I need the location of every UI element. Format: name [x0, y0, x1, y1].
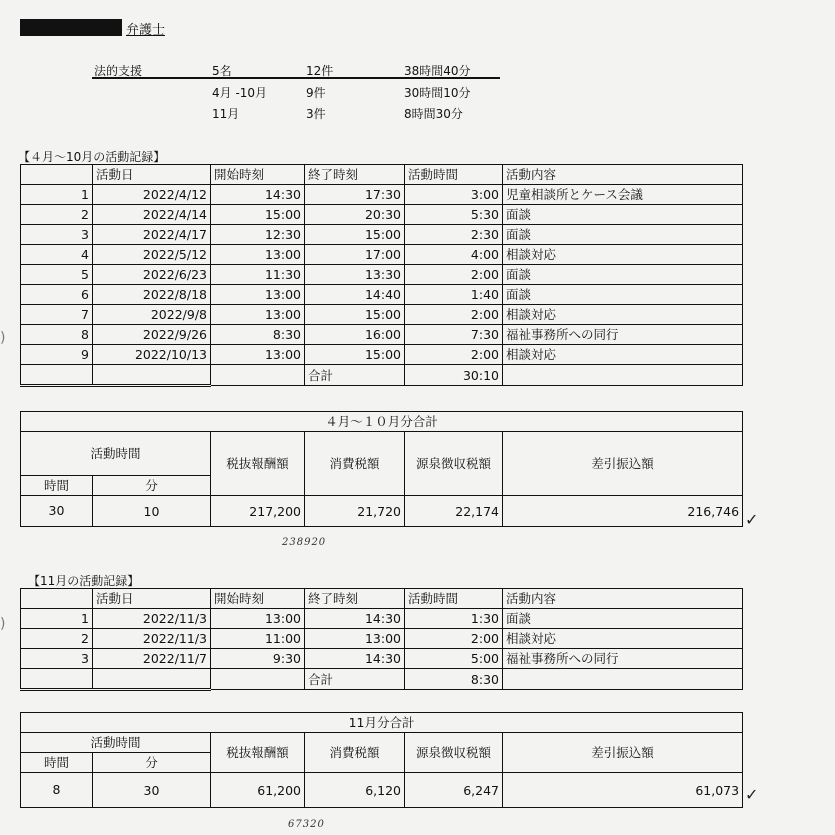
- table-cell: 2:00: [405, 629, 503, 649]
- check-mark-icon: ✓: [745, 785, 759, 804]
- table-cell: 2:00: [405, 265, 503, 285]
- column-header: [21, 589, 93, 609]
- table-cell: 面談: [503, 225, 743, 245]
- table-cell: 13:00: [211, 345, 305, 365]
- table-row: [21, 225, 743, 245]
- table-row: [21, 305, 743, 325]
- table-cell: 2022/10/13: [93, 345, 211, 365]
- minutes-value: 10: [93, 496, 211, 527]
- summary-period1-cases: 9件: [306, 86, 326, 100]
- table-row: [21, 185, 743, 205]
- period2-handwritten-note: 67320: [288, 819, 325, 830]
- tax-value: 21,720: [305, 496, 405, 527]
- table-row: [21, 285, 743, 305]
- period2-summary-table: [20, 712, 743, 808]
- table-cell: 17:30: [305, 185, 405, 205]
- period1-handwritten-note: 238920: [282, 537, 327, 548]
- row-number: 4: [21, 245, 93, 265]
- period1-summary-table: [20, 411, 743, 527]
- table-cell: [93, 365, 211, 386]
- check-mark-icon: ✓: [745, 510, 759, 529]
- table-cell: 相談対応: [503, 629, 743, 649]
- table-cell: 14:30: [211, 185, 305, 205]
- table-cell: 15:00: [305, 345, 405, 365]
- hours-header: 時間: [21, 476, 93, 496]
- table-header-row: [21, 589, 743, 609]
- table-cell: 13:00: [211, 245, 305, 265]
- row-number: 9: [21, 345, 93, 365]
- table-cell: 2022/11/3: [93, 609, 211, 629]
- table-cell: 13:30: [305, 265, 405, 285]
- tax-value: 6,120: [305, 773, 405, 808]
- table-cell: 相談対応: [503, 245, 743, 265]
- table-row: [21, 629, 743, 649]
- table-cell: 面談: [503, 205, 743, 225]
- row-number: 7: [21, 305, 93, 325]
- table-cell: 14:30: [305, 609, 405, 629]
- table-cell: 11:00: [211, 629, 305, 649]
- summary-cases: 12件: [306, 64, 334, 78]
- table-row: [21, 205, 743, 225]
- table-cell: 4:00: [405, 245, 503, 265]
- row-number: 3: [21, 225, 93, 245]
- withholding-header: 源泉徴収税額: [405, 432, 503, 496]
- table-row: [21, 265, 743, 285]
- column-header: 活動日: [93, 165, 211, 185]
- table-cell: [21, 365, 93, 386]
- period1-activity-table: [20, 164, 743, 387]
- redacted-name: [20, 19, 122, 36]
- summary-period1-label: 4月 -10月: [212, 86, 268, 100]
- binding-mark-icon: ): [0, 616, 6, 632]
- table-row: [21, 609, 743, 629]
- total-value: 8:30: [405, 669, 503, 690]
- period1-summary-title: ４月～１０月分合計: [21, 412, 743, 432]
- row-number: 6: [21, 285, 93, 305]
- table-cell: 2022/11/3: [93, 629, 211, 649]
- hours-value: 8: [21, 773, 93, 808]
- table-cell: 3:00: [405, 185, 503, 205]
- total-label: 合計: [305, 365, 405, 386]
- withholding-value: 22,174: [405, 496, 503, 527]
- summary-period2-cases: 3件: [306, 107, 326, 121]
- fee-value: 217,200: [211, 496, 305, 527]
- column-header: [21, 165, 93, 185]
- transfer-value: 216,746: [503, 496, 743, 527]
- tax-header: 消費税額: [305, 733, 405, 773]
- column-header: 開始時刻: [211, 165, 305, 185]
- hours-value: 30: [21, 496, 93, 527]
- row-number: 1: [21, 609, 93, 629]
- table-cell: 17:00: [305, 245, 405, 265]
- summary-period2-hours: 8時間30分: [404, 107, 463, 121]
- table-row: [21, 245, 743, 265]
- table-cell: 2022/4/17: [93, 225, 211, 245]
- table-cell: 2022/4/12: [93, 185, 211, 205]
- table-cell: 面談: [503, 285, 743, 305]
- summary-category: 法的支援: [94, 64, 143, 78]
- table-cell: 5:30: [405, 205, 503, 225]
- minutes-header: 分: [93, 476, 211, 496]
- hours-header: 時間: [21, 753, 93, 773]
- table-cell: [211, 365, 305, 386]
- total-row: [21, 365, 743, 386]
- column-header: 活動内容: [503, 589, 743, 609]
- period2-activity-table: [20, 588, 743, 691]
- minutes-header: 分: [93, 753, 211, 773]
- table-cell: 面談: [503, 609, 743, 629]
- table-cell: 2022/11/7: [93, 649, 211, 669]
- column-header: 開始時刻: [211, 589, 305, 609]
- table-cell: 13:00: [211, 285, 305, 305]
- table-cell: 5:00: [405, 649, 503, 669]
- column-header: 活動日: [93, 589, 211, 609]
- table-cell: 2:00: [405, 305, 503, 325]
- table-cell: 相談対応: [503, 305, 743, 325]
- total-label: 合計: [305, 669, 405, 690]
- transfer-header: 差引振込額: [503, 733, 743, 773]
- table-cell: 相談対応: [503, 345, 743, 365]
- column-header: 終了時刻: [305, 589, 405, 609]
- table-cell: 11:30: [211, 265, 305, 285]
- table-cell: 9:30: [211, 649, 305, 669]
- table-cell: 児童相談所とケース会議: [503, 185, 743, 205]
- table-cell: 2:30: [405, 225, 503, 245]
- table-cell: 2022/9/8: [93, 305, 211, 325]
- row-number: 1: [21, 185, 93, 205]
- table-cell: 2022/6/23: [93, 265, 211, 285]
- summary-period1-hours: 30時間10分: [404, 86, 471, 100]
- withholding-value: 6,247: [405, 773, 503, 808]
- column-header: 活動時間: [405, 165, 503, 185]
- table-cell: [93, 669, 211, 690]
- fee-header: 税抜報酬額: [211, 733, 305, 773]
- table-cell: 14:40: [305, 285, 405, 305]
- table-cell: 20:30: [305, 205, 405, 225]
- table-cell: 2:00: [405, 345, 503, 365]
- table-cell: 13:00: [211, 609, 305, 629]
- summary-people: 5名: [212, 64, 232, 78]
- total-row: [21, 669, 743, 690]
- table-header-row: [21, 165, 743, 185]
- row-number: 5: [21, 265, 93, 285]
- table-cell: 2022/5/12: [93, 245, 211, 265]
- transfer-header: 差引振込額: [503, 432, 743, 496]
- table-cell: 15:00: [305, 305, 405, 325]
- table-cell: 面談: [503, 265, 743, 285]
- fee-value: 61,200: [211, 773, 305, 808]
- table-cell: [211, 669, 305, 690]
- table-cell: 15:00: [305, 225, 405, 245]
- table-cell: [503, 365, 743, 386]
- row-number: 3: [21, 649, 93, 669]
- binding-mark-icon: ): [0, 330, 6, 346]
- row-number: 2: [21, 205, 93, 225]
- row-number: 2: [21, 629, 93, 649]
- summary-period2-label: 11月: [212, 107, 240, 121]
- table-cell: 12:30: [211, 225, 305, 245]
- summary-hours: 38時間40分: [404, 64, 471, 78]
- table-cell: 福祉事務所への同行: [503, 649, 743, 669]
- role-label: 弁護士: [126, 23, 166, 38]
- table-cell: 8:30: [211, 325, 305, 345]
- tax-header: 消費税額: [305, 432, 405, 496]
- period2-summary-title: 11月分合計: [21, 713, 743, 733]
- summary-underline: [92, 77, 500, 79]
- fee-header: 税抜報酬額: [211, 432, 305, 496]
- table-cell: 7:30: [405, 325, 503, 345]
- period1-title: 【４月～10月の活動記録】: [18, 150, 166, 164]
- table-cell: 2022/4/14: [93, 205, 211, 225]
- column-header: 終了時刻: [305, 165, 405, 185]
- row-number: 8: [21, 325, 93, 345]
- transfer-value: 61,073: [503, 773, 743, 808]
- table-cell: 15:00: [211, 205, 305, 225]
- table-cell: 福祉事務所への同行: [503, 325, 743, 345]
- table-row: [21, 325, 743, 345]
- table-cell: 14:30: [305, 649, 405, 669]
- table-cell: 13:00: [305, 629, 405, 649]
- column-header: 活動時間: [405, 589, 503, 609]
- table-cell: 2022/8/18: [93, 285, 211, 305]
- activity-time-header: 活動時間: [21, 733, 211, 753]
- withholding-header: 源泉徴収税額: [405, 733, 503, 773]
- period2-title: 【11月の活動記録】: [28, 574, 140, 588]
- table-cell: 16:00: [305, 325, 405, 345]
- column-header: 活動内容: [503, 165, 743, 185]
- table-cell: 1:30: [405, 609, 503, 629]
- table-row: [21, 345, 743, 365]
- total-value: 30:10: [405, 365, 503, 386]
- table-cell: 1:40: [405, 285, 503, 305]
- table-cell: [21, 669, 93, 690]
- table-cell: [503, 669, 743, 690]
- table-row: [21, 649, 743, 669]
- minutes-value: 30: [93, 773, 211, 808]
- activity-time-header: 活動時間: [21, 432, 211, 476]
- table-cell: 13:00: [211, 305, 305, 325]
- table-cell: 2022/9/26: [93, 325, 211, 345]
